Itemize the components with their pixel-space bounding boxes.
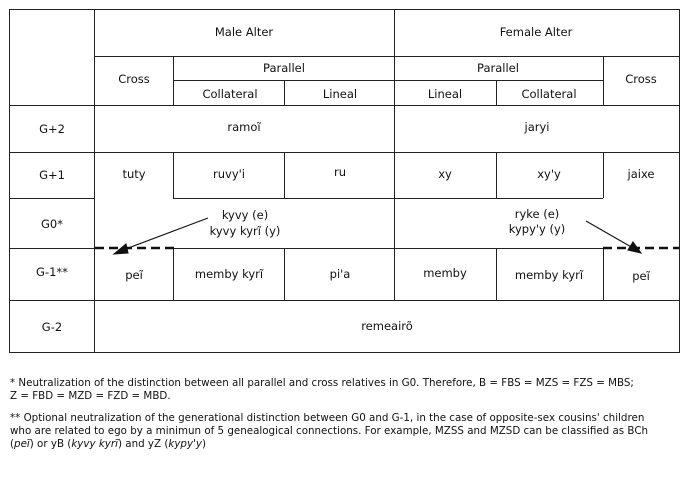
footnote-2-text-b: ) or yB (: [29, 438, 72, 450]
footnote-2-text-c: ) and yZ (: [117, 438, 169, 450]
header-female-parallel: Parallel: [477, 61, 519, 75]
header-male-cross: Cross: [118, 72, 150, 86]
footnote-2-term-kypyy: kypy'y: [168, 438, 202, 450]
cell-g0-male-line1: kyvy (e): [221, 208, 269, 222]
footnote-2-line2: who are related to ego by a minimun of 5 genealogical connections. For example, MZSS and MZSD can be classified as BCh: [10, 425, 649, 437]
cell-g-plus-1-male-cross: tuty: [122, 167, 146, 181]
footnote-2-term-kyvy-kyri: kyvy kyrĩ: [71, 438, 118, 450]
row-label-g-plus-2: G+2: [39, 122, 65, 136]
cell-g-minus-1-male-lineal: pi'a: [329, 267, 351, 281]
cell-g-plus-2-male: ramoĩ: [227, 120, 261, 134]
cell-g0-female-line2: kypy'y (y): [508, 222, 566, 236]
footnote-2-line1: ** Optional neutralization of the generational distinction between G0 and G-1, in the case of opposite-sex cousins' children: [10, 412, 645, 424]
cell-g-plus-1-female-cross: jaixe: [627, 167, 655, 181]
header-female-alter: Female Alter: [499, 25, 573, 39]
header-female-cross: Cross: [625, 72, 657, 86]
cell-g-plus-1-male-lineal: ru: [333, 165, 347, 179]
header-female-collateral: Collateral: [521, 87, 577, 101]
header-female-lineal: Lineal: [427, 87, 463, 101]
cell-g-plus-1-female-collateral: xy'y: [537, 167, 561, 181]
table-border: [10, 10, 680, 353]
footnote-1-line2: Z = FBD = MZD = FZD = MBD.: [10, 390, 171, 402]
cell-g-plus-1-female-lineal: xy: [438, 167, 452, 181]
header-male-lineal: Lineal: [322, 87, 358, 101]
footnote-2-text-a: (: [10, 438, 15, 450]
cell-g-plus-1-male-collateral: ruvy'i: [213, 167, 245, 181]
cell-g-minus-1-female-lineal: memby: [423, 266, 467, 280]
cell-g-minus-1-male-collateral: memby kyrĩ: [194, 267, 264, 281]
cell-g-plus-2-female: jaryi: [524, 120, 550, 134]
footnote-2: [10, 412, 690, 451]
row-label-g-plus-1: G+1: [39, 168, 65, 182]
cell-g-minus-1-female-collateral: memby kyrĩ: [514, 268, 584, 282]
footnote-1-line1: * Neutralization of the distinction between all parallel and cross relatives in G0. Therefore, B = FBS = MZS = FZS = MBS;: [10, 377, 634, 389]
header-male-parallel: Parallel: [263, 61, 305, 75]
row-label-g-minus-1: G-1**: [36, 265, 68, 279]
arrow-male-line: [123, 218, 208, 250]
header-male-collateral: Collateral: [202, 87, 258, 101]
cell-g-minus-1-male-cross: peĩ: [125, 268, 143, 282]
cell-g0-male-line2: kyvy kyrĩ (y): [209, 224, 281, 238]
footnote-2-term-pei: peĩ: [14, 438, 30, 450]
cell-g-minus-2: remeairõ: [361, 319, 413, 333]
header-male-alter: Male Alter: [214, 25, 274, 39]
footnote-1: [10, 377, 690, 403]
footnotes: [10, 377, 690, 460]
arrow-female-line: [586, 221, 633, 248]
row-label-g0: G0*: [41, 217, 63, 231]
cell-g0-female-line1: ryke (e): [514, 207, 560, 221]
row-label-g-minus-2: G-2: [41, 320, 63, 334]
footnote-2-text-d: ): [201, 438, 207, 450]
cell-g-minus-1-female-cross: peĩ: [632, 269, 650, 283]
